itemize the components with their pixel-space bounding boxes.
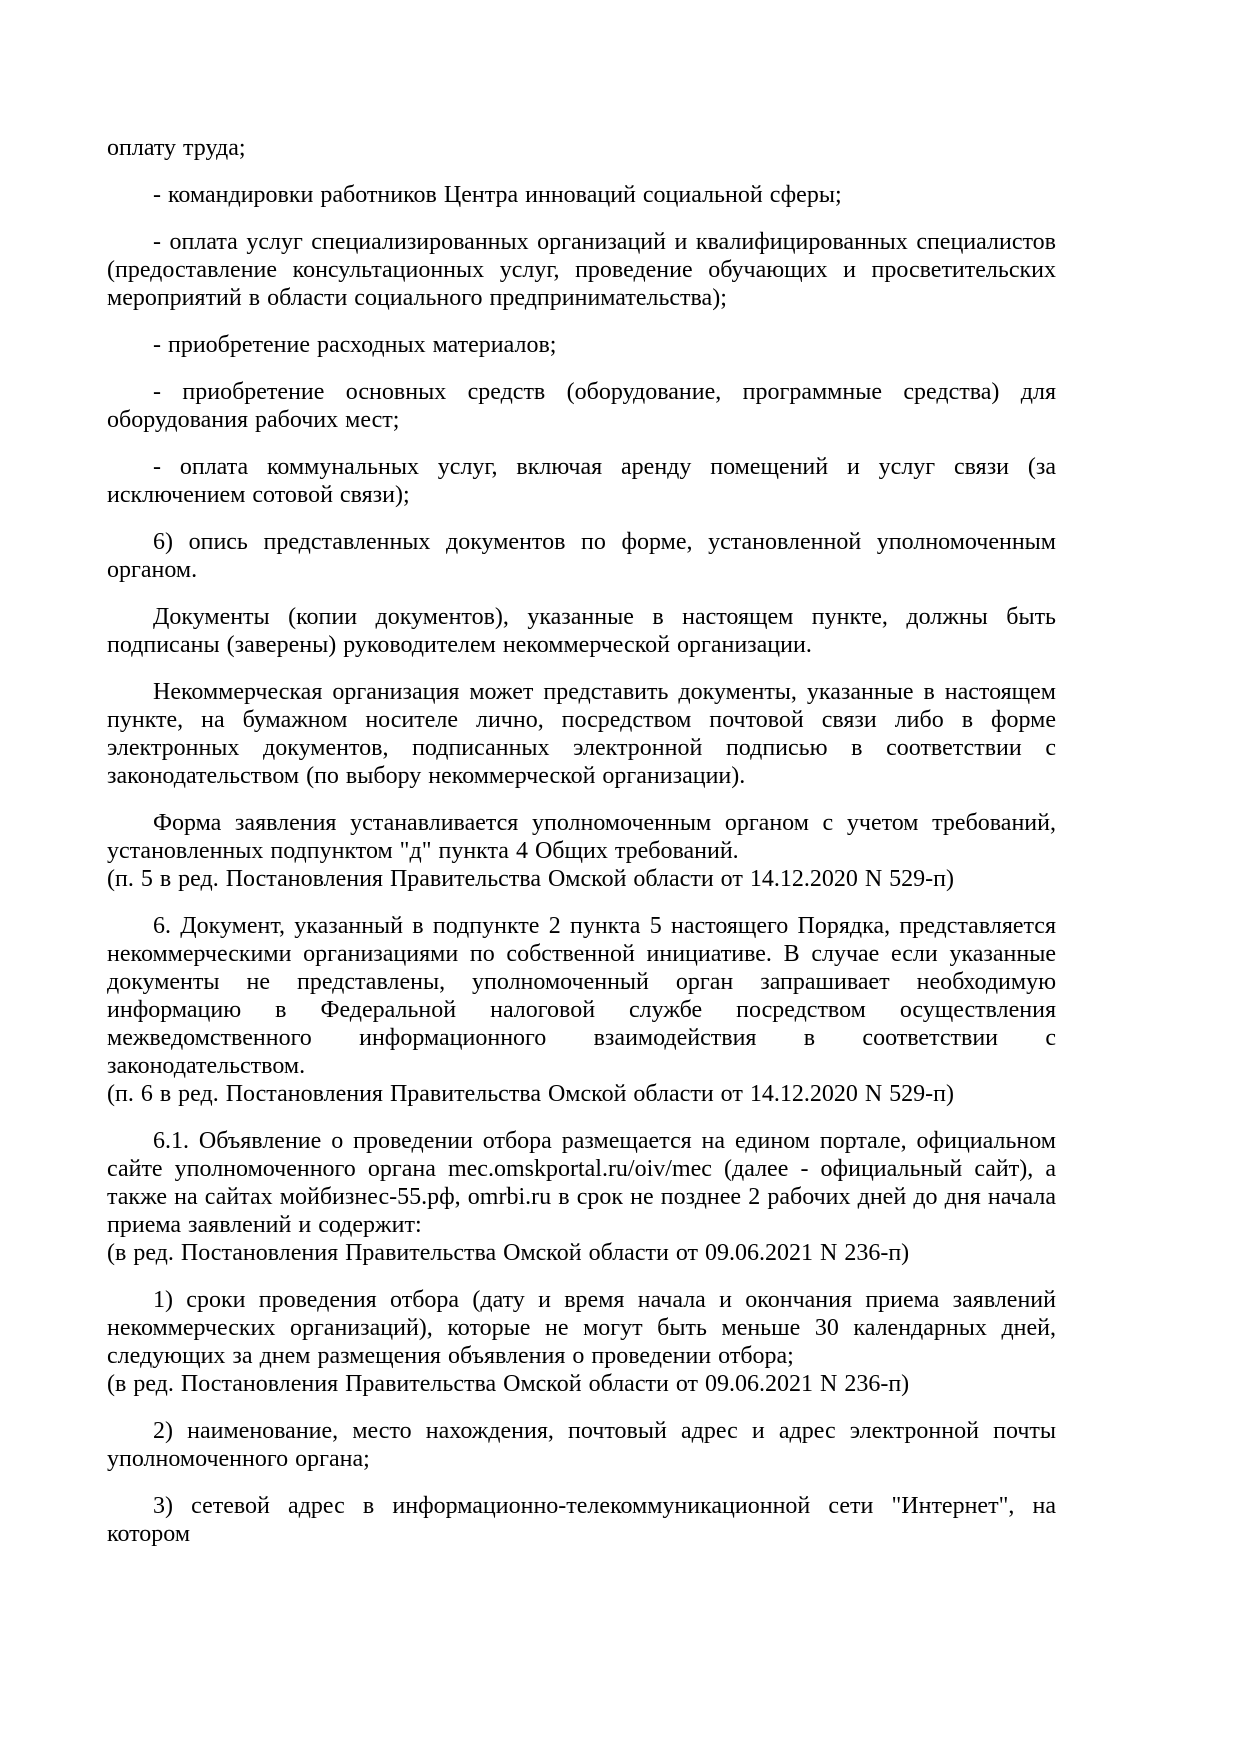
body-paragraph: Документы (копии документов), указанные в настоящем пункте, должны быть подписаны (заверены) руководителем некоммерческой организации. (107, 604, 1056, 658)
body-paragraph: Некоммерческая организация может представить документы, указанные в настоящем пункте, на бумажном носителе лично, посредством почтовой связи либо в форме электронных документов, подписанных электронной подписью в соответствии с законодательством (по выбору некоммерческой организации). (107, 679, 1056, 789)
body-paragraph: 6) опись представленных документов по форме, установленной уполномоченным органом. (107, 529, 1056, 583)
body-paragraph: - приобретение основных средств (оборудование, программные средства) для оборудования рабочих мест; (107, 379, 1056, 433)
body-paragraph: Форма заявления устанавливается уполномоченным органом с учетом требований, установленных подпунктом "д" пункта 4 Общих требований. (107, 810, 1056, 864)
amendment-note: (п. 5 в ред. Постановления Правительства Омской области от 14.12.2020 N 529-п) (107, 866, 954, 892)
body-paragraph: 2) наименование, место нахождения, почтовый адрес и адрес электронной почты уполномоченного органа; (107, 1418, 1056, 1472)
body-paragraph: 3) сетевой адрес в информационно-телекоммуникационной сети "Интернет", на котором (107, 1493, 1056, 1547)
continuation-paragraph: оплату труда; (107, 135, 246, 161)
amendment-note: (в ред. Постановления Правительства Омской области от 09.06.2021 N 236-п) (107, 1240, 910, 1266)
body-paragraph: - приобретение расходных материалов; (153, 332, 557, 358)
body-paragraph: - оплата услуг специализированных организаций и квалифицированных специалистов (предоставление консультационных услуг, проведение обучающих и просветительских мероприятий в области социального предпринимательства); (107, 229, 1056, 311)
body-paragraph: - командировки работников Центра инноваций социальной сферы; (153, 182, 842, 208)
body-paragraph: 1) сроки проведения отбора (дату и время начала и окончания приема заявлений некоммерческих организаций), которые не могут быть меньше 30 календарных дней, следующих за днем размещения объявления о проведении отбора; (107, 1287, 1056, 1369)
amendment-note: (в ред. Постановления Правительства Омской области от 09.06.2021 N 236-п) (107, 1371, 910, 1397)
body-paragraph: - оплата коммунальных услуг, включая аренду помещений и услуг связи (за исключением сотовой связи); (107, 454, 1056, 508)
document-content (107, 134, 1056, 1548)
amendment-note: (п. 6 в ред. Постановления Правительства Омской области от 14.12.2020 N 529-п) (107, 1081, 954, 1107)
body-paragraph: 6. Документ, указанный в подпункте 2 пункта 5 настоящего Порядка, представляется некоммерческими организациями по собственной инициативе. В случае если указанные документы не представлены, уполномоченный орган запрашивает необходимую информацию в Федеральной налоговой службе посредством осуществления межведомственного информационного взаимодействия в соответствии с законодательством. (107, 913, 1056, 1079)
body-paragraph: 6.1. Объявление о проведении отбора размещается на едином портале, официальном сайте уполномоченного органа mec.omskportal.ru/oiv/mec (далее - официальный сайт), а также на сайтах мойбизнес-55.рф, omrbi.ru в срок не позднее 2 рабочих дней до дня начала приема заявлений и содержит: (107, 1128, 1056, 1238)
